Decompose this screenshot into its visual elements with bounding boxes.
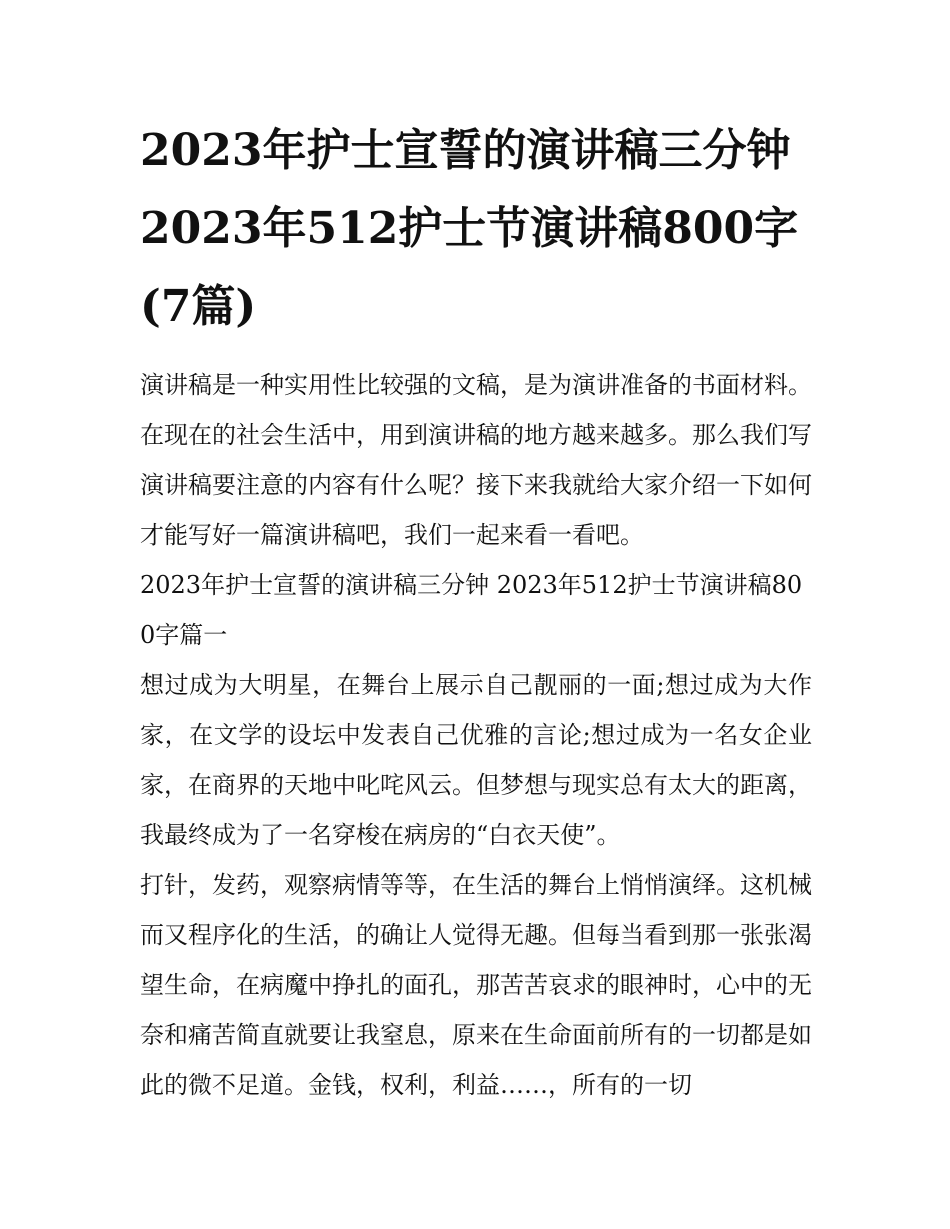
- document-title: 2023年护士宣誓的演讲稿三分钟 2023年512护士节演讲稿800字(7篇): [140, 125, 799, 332]
- intro-paragraph: 演讲稿是一种实用性比较强的文稿，是为演讲准备的书面材料。在现在的社会生活中，用到演讲稿的地方越来越多。那么我们写演讲稿要注意的内容有什么呢？接下来我就给大家介绍一下如何才能写好一篇演讲稿吧，我们一起来看一看吧。: [140, 371, 812, 549]
- body-paragraph-1: 想过成为大明星，在舞台上展示自己靓丽的一面;想过成为大作家，在文学的设坛中发表自己优雅的言论;想过成为一名女企业家，在商界的天地中叱咤风云。但梦想与现实总有太大的距离，我最终成为了一名穿梭在病房的“白衣天使”。: [140, 671, 812, 849]
- section-heading: 2023年护士宣誓的演讲稿三分钟 2023年512护士节演讲稿800字篇一: [140, 571, 803, 649]
- body-paragraph-2: 打针，发药，观察病情等等，在生活的舞台上悄悄演绎。这机械而又程序化的生活，的确让人觉得无趣。但每当看到那一张张渴望生命，在病魔中挣扎的面孔，那苦苦哀求的眼神时，心中的无奈和痛苦简直就要让我窒息，原来在生命面前所有的一切都是如此的微不足道。金钱，权利，利益……，所有的一切: [140, 871, 812, 1099]
- document-page: [140, 112, 812, 1110]
